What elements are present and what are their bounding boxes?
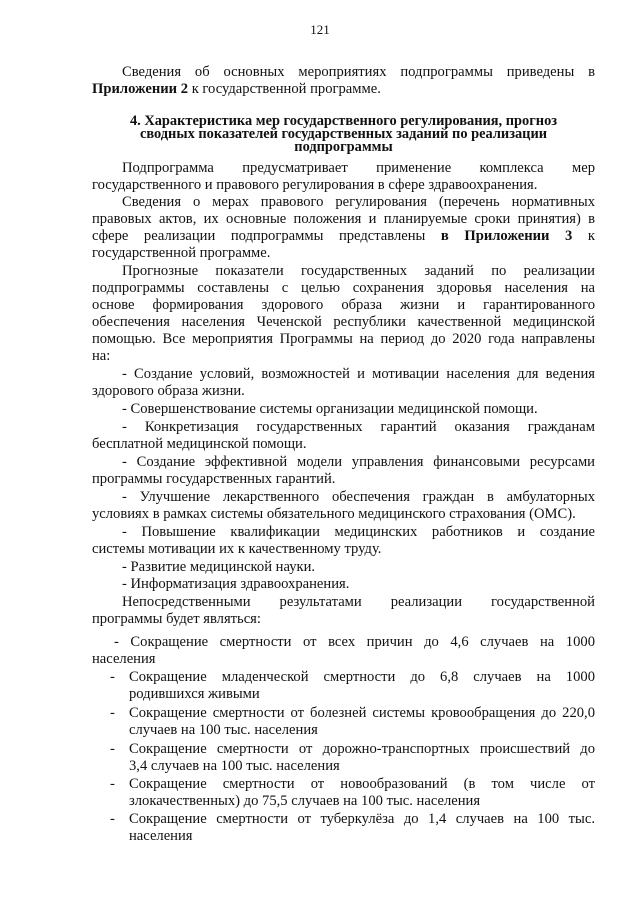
para2-line-2: правовых актов, их основные положения и планируемые сроки принятия) в <box>92 211 595 227</box>
intro-line-1: Сведения об основных мероприятиях подпрограммы приведены в <box>122 64 595 80</box>
result-2-line-1: Сокращение младенческой смертности до 6,8 случаев на 1000 <box>129 669 595 685</box>
para1-line-1: Подпрограмма предусматривает применение комплекса мер <box>122 160 595 176</box>
para2-line-3 <box>92 228 595 245</box>
result-5-line-2: злокачественных) до 75,5 случаев на 100 тыс. населения <box>129 792 481 809</box>
intro-line-2 <box>92 81 595 98</box>
measure-4-line-1: - Создание эффективной модели управления финансовыми ресурсами <box>122 454 595 470</box>
list-dash: - <box>110 705 115 721</box>
result-2-line-2: родившихся живыми <box>129 685 260 702</box>
list-dash: - <box>110 669 115 685</box>
result-1-line-1: - Сокращение смертности от всех причин до 4,6 случаев на 1000 <box>114 634 595 650</box>
result-item-2 <box>92 669 595 703</box>
result-item-5 <box>92 776 595 810</box>
para3-line-5: помощью. Все мероприятия Программы на период до 2020 года направлены <box>92 331 595 347</box>
list-dash: - <box>110 811 115 827</box>
result-5-line-1: Сокращение смертности от новообразований (в том числе от <box>129 776 595 792</box>
measure-8: - Информатизация здравоохранения. <box>122 576 350 592</box>
intro-line-2-rest: к государственной программе. <box>188 81 381 97</box>
result-1-line-2: населения <box>92 651 156 667</box>
para3-line-6: на: <box>92 348 111 364</box>
result-item-4 <box>92 741 595 775</box>
measure-6-line-1: - Повышение квалификации медицинских работников и создание <box>122 524 595 540</box>
measure-3-line-1: - Конкретизация государственных гарантий оказания гражданам <box>122 419 595 435</box>
result-item-6 <box>92 811 595 845</box>
para3-line-3: основе формирования здорового образа жизни и гарантированного <box>92 297 595 313</box>
measure-3-line-2: бесплатной медицинской помощи. <box>92 436 307 452</box>
list-dash: - <box>110 741 115 757</box>
result-6-line-1: Сокращение смертности от туберкулёза до 1,4 случаев на 100 тыс. <box>129 811 595 827</box>
result-item-3 <box>92 705 595 739</box>
para2-appendix-ref: в Приложении 3 <box>440 228 573 244</box>
measure-2: - Совершенствование системы организации медицинской помощи. <box>122 401 538 417</box>
result-4-line-2: 3,4 случаев на 100 тыс. населения <box>129 757 340 774</box>
result-3-line-2: случаев на 100 тыс. населения <box>129 721 318 738</box>
result-3-line-1: Сокращение смертности от болезней системы кровообращения до 220,0 <box>129 705 595 721</box>
measure-1-line-1: - Создание условий, возможностей и мотивации населения для ведения <box>122 366 595 382</box>
section-heading-line-2: сводных показателей государственных заданий по реализации <box>139 126 548 142</box>
measure-5-line-2: условиях в рамках системы обязательного медицинского страхования (ОМС). <box>92 506 576 522</box>
measure-5-line-1: - Улучшение лекарственного обеспечения граждан в амбулаторных <box>122 489 595 505</box>
para2-line-3-post: к <box>572 228 595 244</box>
para3-line-4: обеспечения населения Чеченской республики качественной медицинской <box>92 314 595 330</box>
list-dash: - <box>110 776 115 792</box>
measure-4-line-2: программы государственных гарантий. <box>92 471 336 487</box>
page-number: 121 <box>310 22 330 37</box>
para2-line-1: Сведения о мерах правового регулирования (перечень нормативных <box>122 194 595 210</box>
section-heading-line-1: 4. Характеристика мер государственного регулирования, прогноз <box>129 113 558 129</box>
para1-line-2: государственного и правового регулирования в сфере здравоохранения. <box>92 177 538 193</box>
result-4-line-1: Сокращение смертности от дорожно-транспортных происшествий до <box>129 741 595 757</box>
measure-1-line-2: здорового образа жизни. <box>92 383 245 399</box>
para3-line-2: подпрограммы составлены с целью сохранения здоровья населения на <box>92 280 595 296</box>
measure-7: - Развитие медицинской науки. <box>122 559 316 575</box>
result-6-line-2: населения <box>129 827 193 844</box>
para3-line-1: Прогнозные показатели государственных заданий по реализации <box>122 263 595 279</box>
section-heading-line-3: подпрограммы <box>294 139 393 155</box>
results-intro-line-2: программы будет являться: <box>92 611 261 627</box>
intro-appendix-ref: Приложении 2 <box>92 81 189 97</box>
measure-6-line-2: системы мотивации их к качественному труду. <box>92 541 382 557</box>
para2-line-4: государственной программе. <box>92 245 271 261</box>
results-intro-line-1: Непосредственными результатами реализации государственной <box>122 594 595 610</box>
para2-line-3-pre: сфере реализации подпрограммы представлены <box>92 228 441 244</box>
